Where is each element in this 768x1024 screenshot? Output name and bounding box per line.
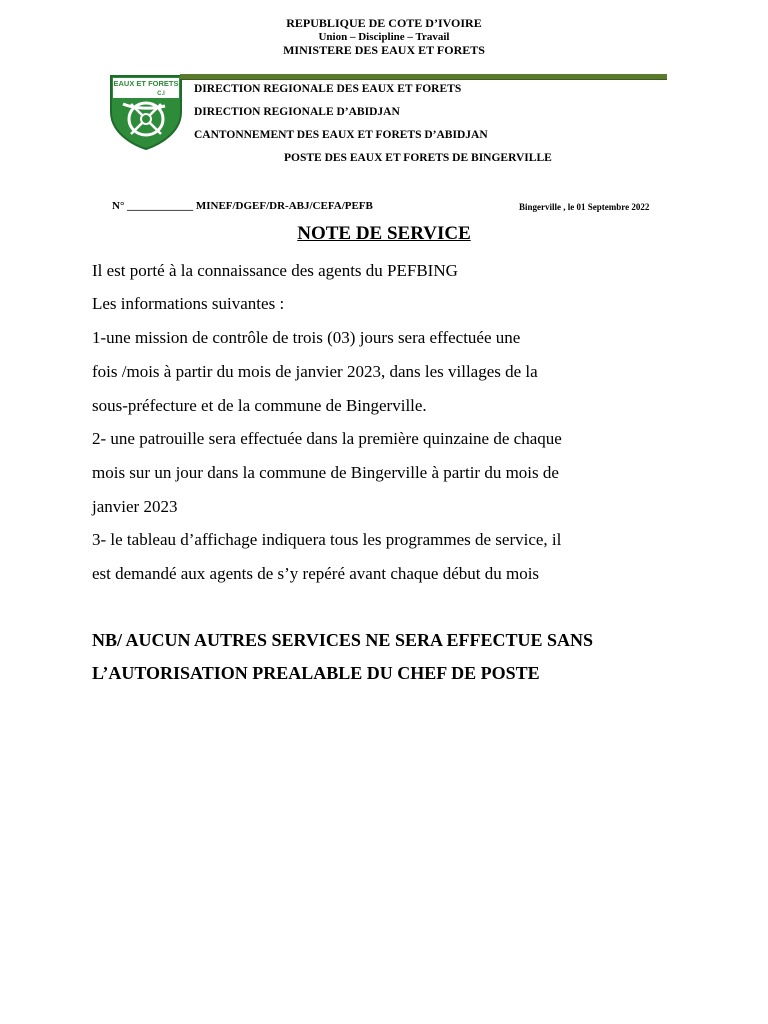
body-line-3: 1-une mission de contrôle de trois (03) jours sera effectuée une xyxy=(92,328,521,347)
body-line-5: sous-préfecture et de la commune de Bingerville. xyxy=(92,396,427,415)
document-date: Bingerville , le 01 Septembre 2022 xyxy=(519,202,650,212)
ministry-line: MINISTERE DES EAUX ET FORETS xyxy=(283,43,485,57)
motto-line: Union – Discipline – Travail xyxy=(318,30,450,43)
body-line-9: 3- le tableau d’affichage indiquera tous les programmes de service, il xyxy=(92,530,562,549)
direction-line-2: DIRECTION REGIONALE D’ABIDJAN xyxy=(194,106,400,118)
logo-text-top: EAUX ET FORETS xyxy=(113,79,179,88)
reference-number: N° ____________ MINEF/DGEF/DR-ABJ/CEFA/PEFB xyxy=(112,200,373,212)
direction-line-1: DIRECTION REGIONALE DES EAUX ET FORETS xyxy=(194,83,462,95)
body-line-7: mois sur un jour dans la commune de Bingerville à partir du mois de xyxy=(92,463,559,482)
direction-line-4: POSTE DES EAUX ET FORETS DE BINGERVILLE xyxy=(284,152,552,164)
note-body xyxy=(92,0,692,1024)
nb-line-2: L’AUTORISATION PREALABLE DU CHEF DE POSTE xyxy=(92,663,540,683)
body-line-4: fois /mois à partir du mois de janvier 2023, dans les villages de la xyxy=(92,362,538,381)
logo-text-sub: C.I xyxy=(157,91,165,97)
direction-line-3: CANTONNEMENT DES EAUX ET FORETS D’ABIDJAN xyxy=(194,129,488,141)
body-line-8: janvier 2023 xyxy=(92,497,178,516)
page-title: NOTE DE SERVICE xyxy=(297,223,471,244)
republic-line: REPUBLIQUE DE COTE D’IVOIRE xyxy=(286,16,482,30)
body-line-1: Il est porté à la connaissance des agents du PEFBING xyxy=(92,261,458,280)
body-line-10: est demandé aux agents de s’y repéré avant chaque début du mois xyxy=(92,564,540,583)
nb-line-1: NB/ AUCUN AUTRES SERVICES NE SERA EFFECTUE SANS xyxy=(92,630,593,650)
body-line-2: Les informations suivantes : xyxy=(92,294,285,313)
body-line-6: 2- une patrouille sera effectuée dans la première quinzaine de chaque xyxy=(92,429,562,448)
